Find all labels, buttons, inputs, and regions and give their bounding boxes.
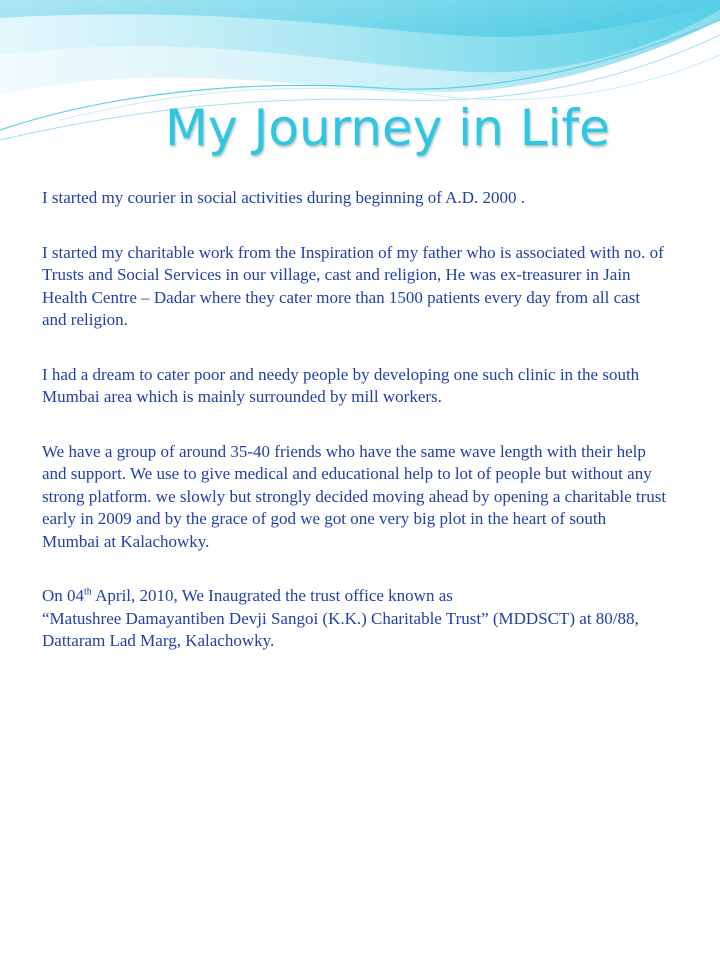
paragraph-3: I had a dream to cater poor and needy people by developing one such clinic in the south Mumbai area which is mainly surrounded by mill workers. [42, 364, 640, 406]
paragraph-1: I started my courier in social activities during beginning of A.D. 2000 . [42, 188, 525, 207]
paragraph-5 [42, 585, 667, 653]
slide-title: My Journey in Life [165, 99, 610, 157]
body-text [42, 187, 667, 685]
paragraph-2: I started my charitable work from the Inspiration of my father who is associated with no. of Trusts and Social Services in our village, cast and religion, He was ex-treasurer in Jain Health Centre – Dadar where they cater more than 1500 patients every day from all cast and religion. [42, 242, 664, 329]
ordinal-suffix: th [84, 586, 92, 598]
paragraph-5-line2: “Matushree Damayantiben Devji Sangoi (K.K.) Charitable Trust” (MDDSCT) at 80/88, Dattaram Lad Marg, Kalachowky. [42, 608, 639, 650]
paragraph-4: We have a group of around 35-40 friends who have the same wave length with their help and support. We use to give medical and educational help to lot of people but without any strong platform. we slowly but strongly decided moving ahead by opening a charitable trust early in 2009 and by the grace of god we got one very big plot in the heart of south Mumbai at Kalachowky. [42, 441, 667, 551]
paragraph-5-line1: April, 2010, We Inaugrated the trust office known as [91, 586, 453, 605]
paragraph-5-lead: On 04 [42, 586, 85, 605]
